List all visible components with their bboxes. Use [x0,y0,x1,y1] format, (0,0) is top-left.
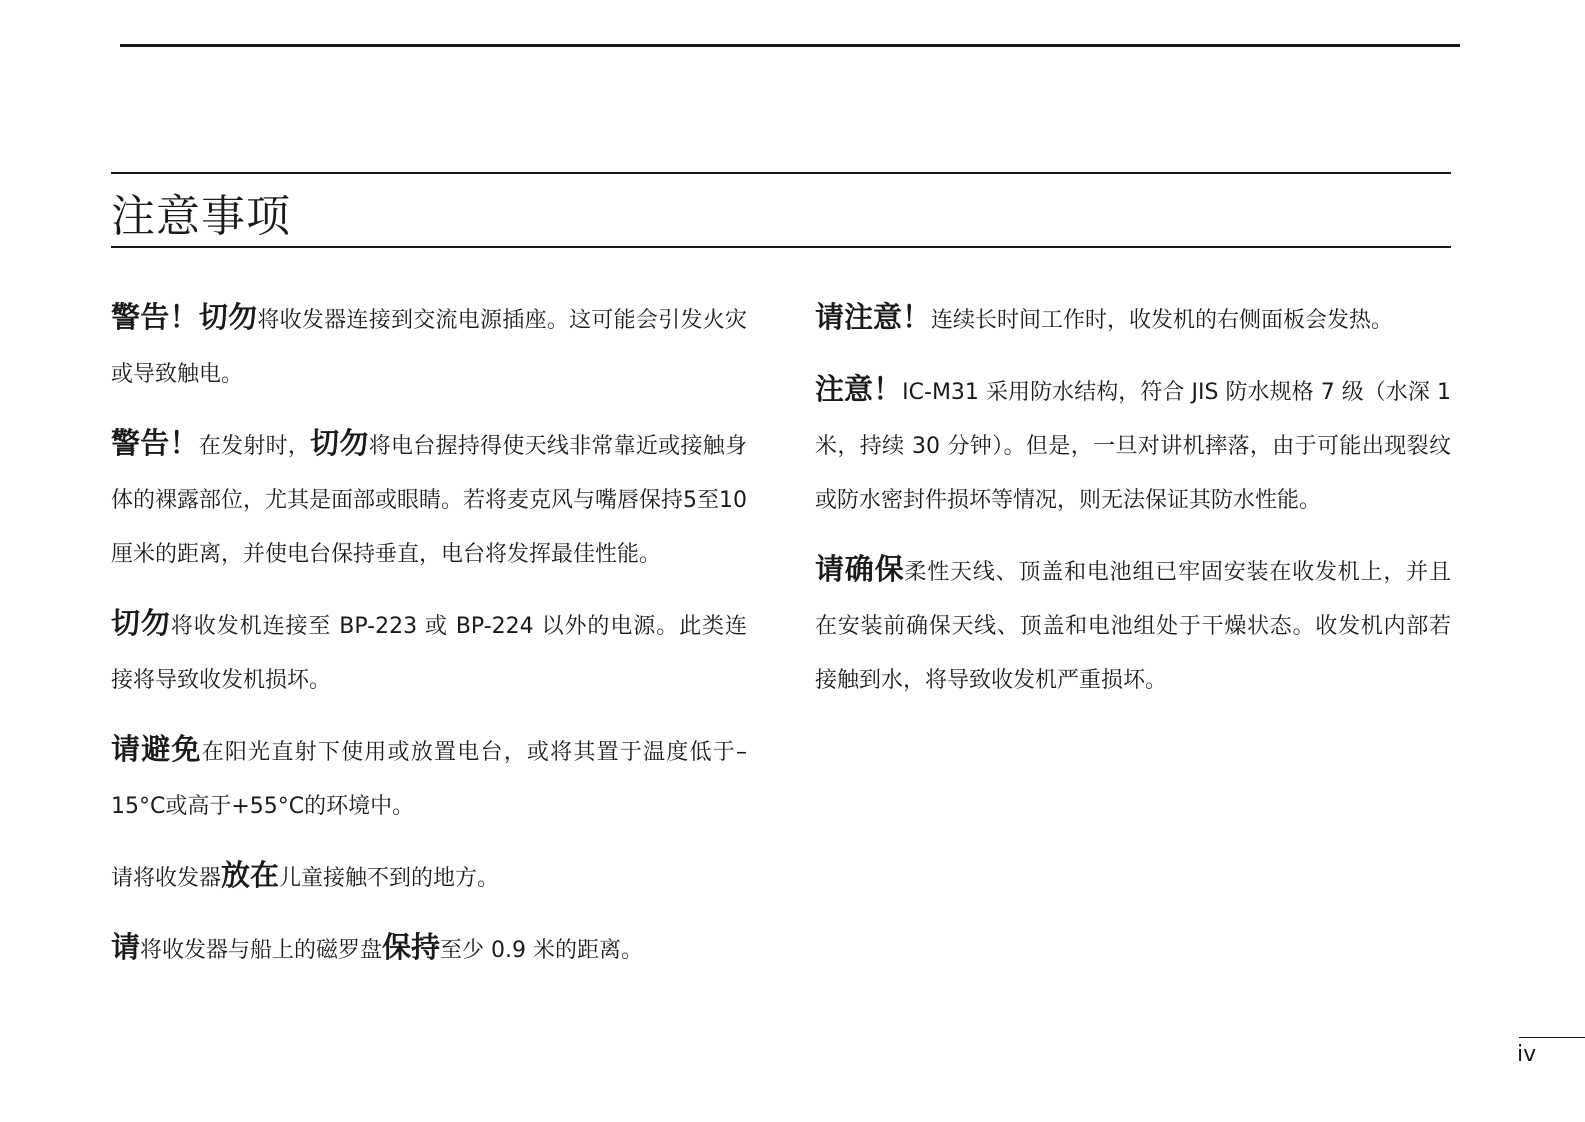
text-run: 儿童接触不到的地方。 [279,866,500,891]
caution-paragraph [815,542,1451,708]
top-rule [120,44,1460,47]
keyword-run: 请确保 [815,552,905,586]
text-run: 柔性天线、顶盖和电池组已牢固安装在收发机上，并且在安装前确保天线、顶盖和电池组处于干燥状态。收发机内部若接触到水，将导致收发机严重损坏。 [815,560,1451,693]
left-column [111,290,747,992]
keyword-run: 切勿 [198,300,258,334]
text-run: 在阳光直射下使用或放置电台，或将其置于温度低于–15°C或高于+55°C的环境中。 [111,740,747,819]
caution-paragraph [815,290,1451,348]
caution-paragraph [111,920,747,978]
text-run: 将收发器与船上的磁罗盘 [140,938,383,963]
page-number-rule [1519,1037,1585,1038]
caution-paragraph [111,596,747,708]
text-run: 将电台握持得使天线非常靠近或接触身体的裸露部位，尤其是面部或眼睛。若将麦克风与嘴唇保持5至10厘米的距离，并使电台保持垂直，电台将发挥最佳性能。 [111,434,747,567]
keyword-run: 放在 [221,858,280,892]
keyword-run: 请 [111,930,141,964]
text-run: 将收发机连接至 BP-223 或 BP-224 以外的电源。此类连接将导致收发机损坏。 [111,614,747,693]
keyword-run: 切勿 [310,426,369,460]
caution-paragraph [111,290,747,402]
caution-paragraph [815,362,1451,528]
keyword-run: 警告！ [111,300,199,334]
caution-paragraph [111,722,747,834]
page-title: 注意事项 [111,191,291,242]
text-run: 请将收发器 [111,866,222,891]
keyword-run: 请避免 [111,732,202,766]
text-run: 连续长时间工作时，收发机的右侧面板会发热。 [931,308,1394,333]
keyword-run: 注意！ [815,372,903,406]
text-run: 至少 0.9 米的距离。 [440,938,644,963]
text-run: 将收发器连接到交流电源插座。这可能会引发火灾或导致触电。 [111,308,747,387]
right-column [815,290,1451,722]
keyword-run: 切勿 [111,606,171,640]
keyword-run: 警告！ [111,426,199,460]
text-run: 在发射时， [198,434,311,459]
text-run: IC-M31 采用防水结构，符合 JIS 防水规格 7 级（水深 1 米，持续 30 分钟）。但是，一旦对讲机摔落，由于可能出现裂纹或防水密封件损坏等情况，则无法保证其防水性能。 [815,380,1451,513]
caution-paragraph [111,416,747,582]
title-rule-top [111,172,1451,174]
title-rule-bottom [111,246,1451,248]
page-number: iv [1517,1042,1537,1067]
caution-paragraph [111,848,747,906]
keyword-run: 请注意！ [815,300,932,334]
keyword-run: 保持 [382,930,441,964]
